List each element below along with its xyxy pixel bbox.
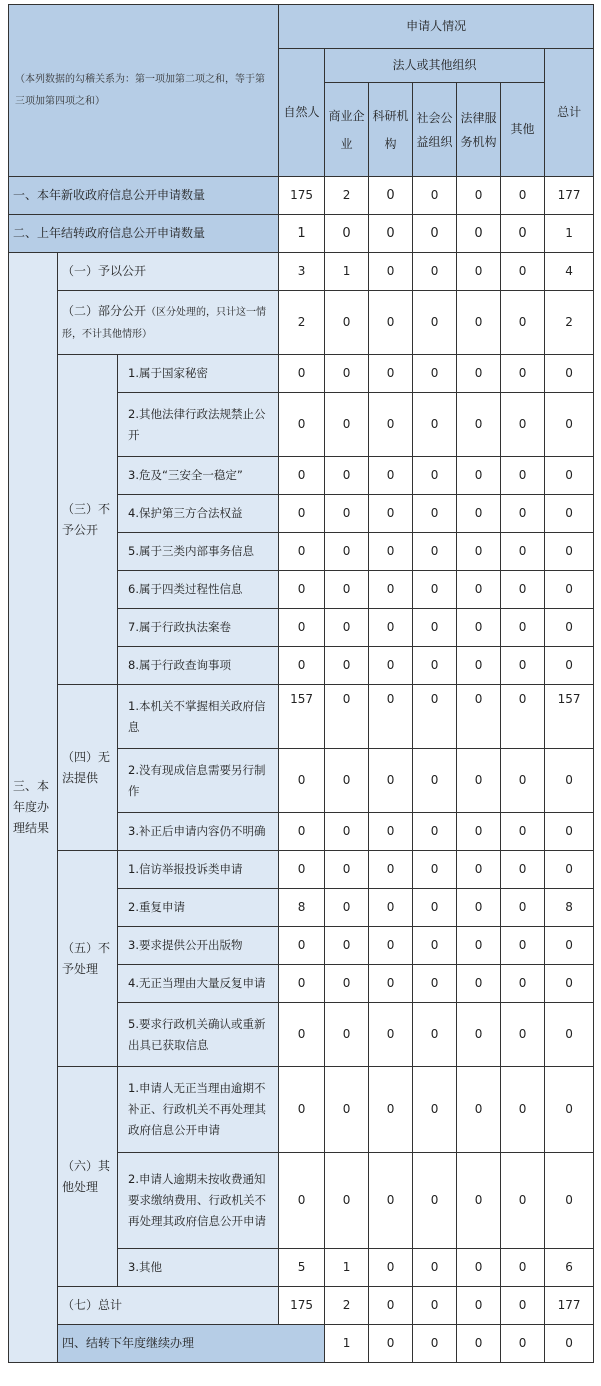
value-cell: 2 (325, 1287, 369, 1325)
value-cell: 0 (369, 749, 413, 813)
value-cell: 0 (369, 1249, 413, 1287)
header-research: 科研机构 (369, 83, 413, 177)
value-cell: 0 (413, 291, 457, 355)
value-cell: 6 (545, 1249, 594, 1287)
value-cell: 0 (413, 965, 457, 1003)
value-cell: 0 (457, 533, 501, 571)
value-cell: 0 (325, 685, 369, 749)
section-two-label: 二、上年结转政府信息公开申请数量 (9, 215, 279, 253)
value-cell: 1 (279, 215, 325, 253)
value-cell: 0 (369, 609, 413, 647)
value-cell: 0 (501, 889, 545, 927)
value-cell: 0 (325, 609, 369, 647)
value-cell: 0 (279, 965, 325, 1003)
header-note: （本列数据的勾稽关系为：第一项加第二项之和，等于第三项加第四项之和） (9, 5, 279, 177)
value-cell: 175 (279, 1287, 325, 1325)
value-cell: 0 (369, 1153, 413, 1249)
value-cell: 0 (413, 813, 457, 851)
value-cell: 0 (457, 1249, 501, 1287)
value-cell: 0 (545, 851, 594, 889)
value-cell: 0 (501, 927, 545, 965)
value-cell: 0 (325, 533, 369, 571)
value-cell: 0 (501, 571, 545, 609)
value-cell: 0 (413, 457, 457, 495)
value-cell: 0 (457, 813, 501, 851)
item-label: 2.申请人逾期未按收费通知要求缴纳费用、行政机关不再处理其政府信息公开申请 (118, 1153, 279, 1249)
section-three-label: 三、本年度办理结果 (9, 253, 58, 1363)
value-cell: 0 (279, 647, 325, 685)
group-2-label (58, 291, 279, 355)
header-legal-other: 法人或其他组织 (325, 49, 545, 83)
item-label: 3.其他 (118, 1249, 279, 1287)
value-cell: 0 (413, 571, 457, 609)
section-four-label: 四、结转下年度继续办理 (58, 1325, 325, 1363)
value-cell: 0 (279, 393, 325, 457)
value-cell: 0 (279, 457, 325, 495)
value-cell: 0 (413, 1153, 457, 1249)
value-cell: 0 (457, 1067, 501, 1153)
value-cell: 0 (545, 965, 594, 1003)
value-cell: 8 (279, 889, 325, 927)
header-social-welfare: 社会公益组织 (413, 83, 457, 177)
value-cell: 0 (325, 889, 369, 927)
value-cell: 0 (457, 291, 501, 355)
value-cell: 0 (325, 851, 369, 889)
value-cell: 157 (545, 685, 594, 749)
item-label: 1.信访举报投诉类申请 (118, 851, 279, 889)
value-cell: 0 (457, 927, 501, 965)
value-cell: 0 (501, 1003, 545, 1067)
value-cell: 0 (413, 533, 457, 571)
value-cell: 0 (457, 647, 501, 685)
value-cell: 0 (369, 571, 413, 609)
statistics-table-container (8, 4, 594, 1363)
item-label: 5.要求行政机关确认或重新出具已获取信息 (118, 1003, 279, 1067)
item-label: 2.其他法律行政法规禁止公开 (118, 393, 279, 457)
value-cell: 0 (413, 927, 457, 965)
group-2-main: （二）部分公开 (62, 303, 147, 318)
value-cell: 0 (413, 851, 457, 889)
header-natural-person: 自然人 (279, 49, 325, 177)
value-cell: 0 (369, 533, 413, 571)
value-cell: 0 (413, 355, 457, 393)
value-cell: 3 (279, 253, 325, 291)
group-2-note: （区分处理的，只计这一情形，不计其他情形） (62, 306, 267, 340)
item-label: 5.属于三类内部事务信息 (118, 533, 279, 571)
value-cell: 0 (545, 1003, 594, 1067)
item-label: 1.本机关不掌握相关政府信息 (118, 685, 279, 749)
value-cell: 0 (325, 965, 369, 1003)
item-label: 2.重复申请 (118, 889, 279, 927)
value-cell: 0 (501, 851, 545, 889)
value-cell: 0 (545, 749, 594, 813)
value-cell: 0 (369, 813, 413, 851)
section-one-label: 一、本年新收政府信息公开申请数量 (9, 177, 279, 215)
value-cell: 0 (545, 355, 594, 393)
value-cell: 0 (413, 393, 457, 457)
value-cell: 0 (369, 253, 413, 291)
value-cell: 0 (545, 1067, 594, 1153)
value-cell: 0 (279, 749, 325, 813)
value-cell: 0 (501, 495, 545, 533)
value-cell: 0 (369, 1067, 413, 1153)
group-6-label: （六）其他处理 (58, 1067, 118, 1287)
value-cell: 0 (279, 495, 325, 533)
value-cell: 0 (457, 965, 501, 1003)
value-cell: 0 (457, 457, 501, 495)
item-label: 2.没有现成信息需要另行制作 (118, 749, 279, 813)
value-cell: 0 (279, 927, 325, 965)
value-cell: 0 (413, 1249, 457, 1287)
value-cell: 0 (457, 571, 501, 609)
value-cell: 1 (325, 1249, 369, 1287)
value-cell: 1 (325, 1325, 369, 1363)
value-cell: 0 (501, 393, 545, 457)
header-other: 其他 (501, 83, 545, 177)
value-cell: 0 (369, 889, 413, 927)
value-cell: 0 (325, 457, 369, 495)
item-label: 8.属于行政查询事项 (118, 647, 279, 685)
value-cell: 0 (501, 749, 545, 813)
value-cell: 0 (501, 355, 545, 393)
value-cell: 0 (501, 215, 545, 253)
value-cell: 4 (545, 253, 594, 291)
value-cell: 0 (457, 495, 501, 533)
value-cell: 0 (369, 1003, 413, 1067)
value-cell: 0 (325, 355, 369, 393)
value-cell: 0 (325, 1153, 369, 1249)
value-cell: 0 (545, 813, 594, 851)
value-cell: 0 (279, 1067, 325, 1153)
value-cell: 0 (369, 965, 413, 1003)
item-label: 4.保护第三方合法权益 (118, 495, 279, 533)
statistics-table (8, 4, 594, 1363)
value-cell: 0 (501, 609, 545, 647)
value-cell: 0 (501, 1153, 545, 1249)
value-cell: 0 (457, 1003, 501, 1067)
item-label: 1.属于国家秘密 (118, 355, 279, 393)
value-cell: 0 (413, 889, 457, 927)
value-cell: 0 (369, 177, 413, 215)
value-cell: 0 (545, 609, 594, 647)
value-cell: 0 (325, 393, 369, 457)
value-cell: 0 (501, 965, 545, 1003)
value-cell: 0 (501, 1249, 545, 1287)
value-cell: 0 (413, 685, 457, 749)
value-cell: 177 (545, 1287, 594, 1325)
item-label: 4.无正当理由大量反复申请 (118, 965, 279, 1003)
group-3-label: （三）不予公开 (58, 355, 118, 685)
group-5-label: （五）不予处理 (58, 851, 118, 1067)
value-cell: 0 (325, 927, 369, 965)
header-legal-service: 法律服务机构 (457, 83, 501, 177)
value-cell: 0 (413, 1067, 457, 1153)
value-cell: 0 (457, 749, 501, 813)
value-cell: 1 (545, 215, 594, 253)
value-cell: 0 (501, 533, 545, 571)
value-cell: 0 (279, 813, 325, 851)
header-applicant-info: 申请人情况 (279, 5, 594, 49)
value-cell: 0 (501, 457, 545, 495)
value-cell: 0 (279, 355, 325, 393)
value-cell: 0 (369, 1287, 413, 1325)
value-cell: 0 (457, 177, 501, 215)
value-cell: 0 (279, 609, 325, 647)
value-cell: 0 (457, 393, 501, 457)
value-cell: 0 (279, 1153, 325, 1249)
item-label: 3.要求提供公开出版物 (118, 927, 279, 965)
value-cell: 0 (369, 215, 413, 253)
value-cell: 0 (501, 177, 545, 215)
value-cell: 0 (457, 215, 501, 253)
item-label: 3.补正后申请内容仍不明确 (118, 813, 279, 851)
value-cell: 0 (545, 533, 594, 571)
value-cell: 0 (501, 813, 545, 851)
value-cell: 0 (545, 1153, 594, 1249)
value-cell: 0 (369, 495, 413, 533)
value-cell: 0 (413, 609, 457, 647)
value-cell: 0 (325, 291, 369, 355)
header-total: 总计 (545, 49, 594, 177)
value-cell: 0 (413, 749, 457, 813)
value-cell: 0 (457, 685, 501, 749)
value-cell: 0 (369, 851, 413, 889)
value-cell: 0 (545, 571, 594, 609)
value-cell: 0 (369, 457, 413, 495)
value-cell: 0 (413, 177, 457, 215)
value-cell: 5 (279, 1249, 325, 1287)
value-cell: 0 (325, 813, 369, 851)
value-cell: 0 (457, 253, 501, 291)
value-cell: 0 (369, 685, 413, 749)
value-cell: 0 (413, 215, 457, 253)
group-1-label: （一）予以公开 (58, 253, 279, 291)
value-cell: 0 (325, 571, 369, 609)
value-cell: 0 (369, 291, 413, 355)
value-cell: 0 (457, 609, 501, 647)
group-7-label: （七）总计 (58, 1287, 279, 1325)
value-cell: 0 (545, 927, 594, 965)
value-cell: 0 (279, 1003, 325, 1067)
value-cell: 0 (501, 1067, 545, 1153)
value-cell: 0 (457, 851, 501, 889)
value-cell: 0 (369, 647, 413, 685)
value-cell: 0 (325, 495, 369, 533)
value-cell: 0 (457, 1153, 501, 1249)
value-cell: 0 (325, 1067, 369, 1153)
value-cell: 0 (545, 1325, 594, 1363)
value-cell: 0 (457, 1325, 501, 1363)
header-commercial: 商业企业 (325, 83, 369, 177)
value-cell: 0 (501, 1287, 545, 1325)
value-cell: 0 (501, 253, 545, 291)
value-cell: 0 (413, 1003, 457, 1067)
value-cell: 0 (369, 355, 413, 393)
value-cell: 177 (545, 177, 594, 215)
item-label: 6.属于四类过程性信息 (118, 571, 279, 609)
item-label: 3.危及“三安全一稳定” (118, 457, 279, 495)
value-cell: 0 (501, 291, 545, 355)
group-4-label: （四）无法提供 (58, 685, 118, 851)
value-cell: 0 (369, 1325, 413, 1363)
value-cell: 0 (369, 393, 413, 457)
value-cell: 2 (325, 177, 369, 215)
value-cell: 2 (279, 291, 325, 355)
value-cell: 0 (413, 253, 457, 291)
value-cell: 0 (325, 647, 369, 685)
value-cell: 0 (279, 533, 325, 571)
value-cell: 0 (545, 457, 594, 495)
value-cell: 0 (501, 1325, 545, 1363)
value-cell: 0 (501, 647, 545, 685)
value-cell: 157 (279, 685, 325, 749)
value-cell: 0 (413, 1325, 457, 1363)
value-cell: 0 (501, 685, 545, 749)
value-cell: 0 (413, 647, 457, 685)
value-cell: 0 (545, 647, 594, 685)
value-cell: 0 (279, 571, 325, 609)
value-cell: 1 (325, 253, 369, 291)
value-cell: 175 (279, 177, 325, 215)
value-cell: 0 (457, 889, 501, 927)
value-cell: 0 (325, 1003, 369, 1067)
value-cell: 0 (325, 215, 369, 253)
value-cell: 0 (369, 927, 413, 965)
value-cell: 2 (545, 291, 594, 355)
value-cell: 0 (325, 749, 369, 813)
value-cell: 8 (545, 889, 594, 927)
value-cell: 0 (413, 495, 457, 533)
value-cell: 0 (457, 1287, 501, 1325)
value-cell: 0 (279, 851, 325, 889)
value-cell: 0 (545, 495, 594, 533)
item-label: 7.属于行政执法案卷 (118, 609, 279, 647)
item-label: 1.申请人无正当理由逾期不补正、行政机关不再处理其政府信息公开申请 (118, 1067, 279, 1153)
value-cell: 0 (545, 393, 594, 457)
value-cell: 0 (413, 1287, 457, 1325)
value-cell: 0 (457, 355, 501, 393)
